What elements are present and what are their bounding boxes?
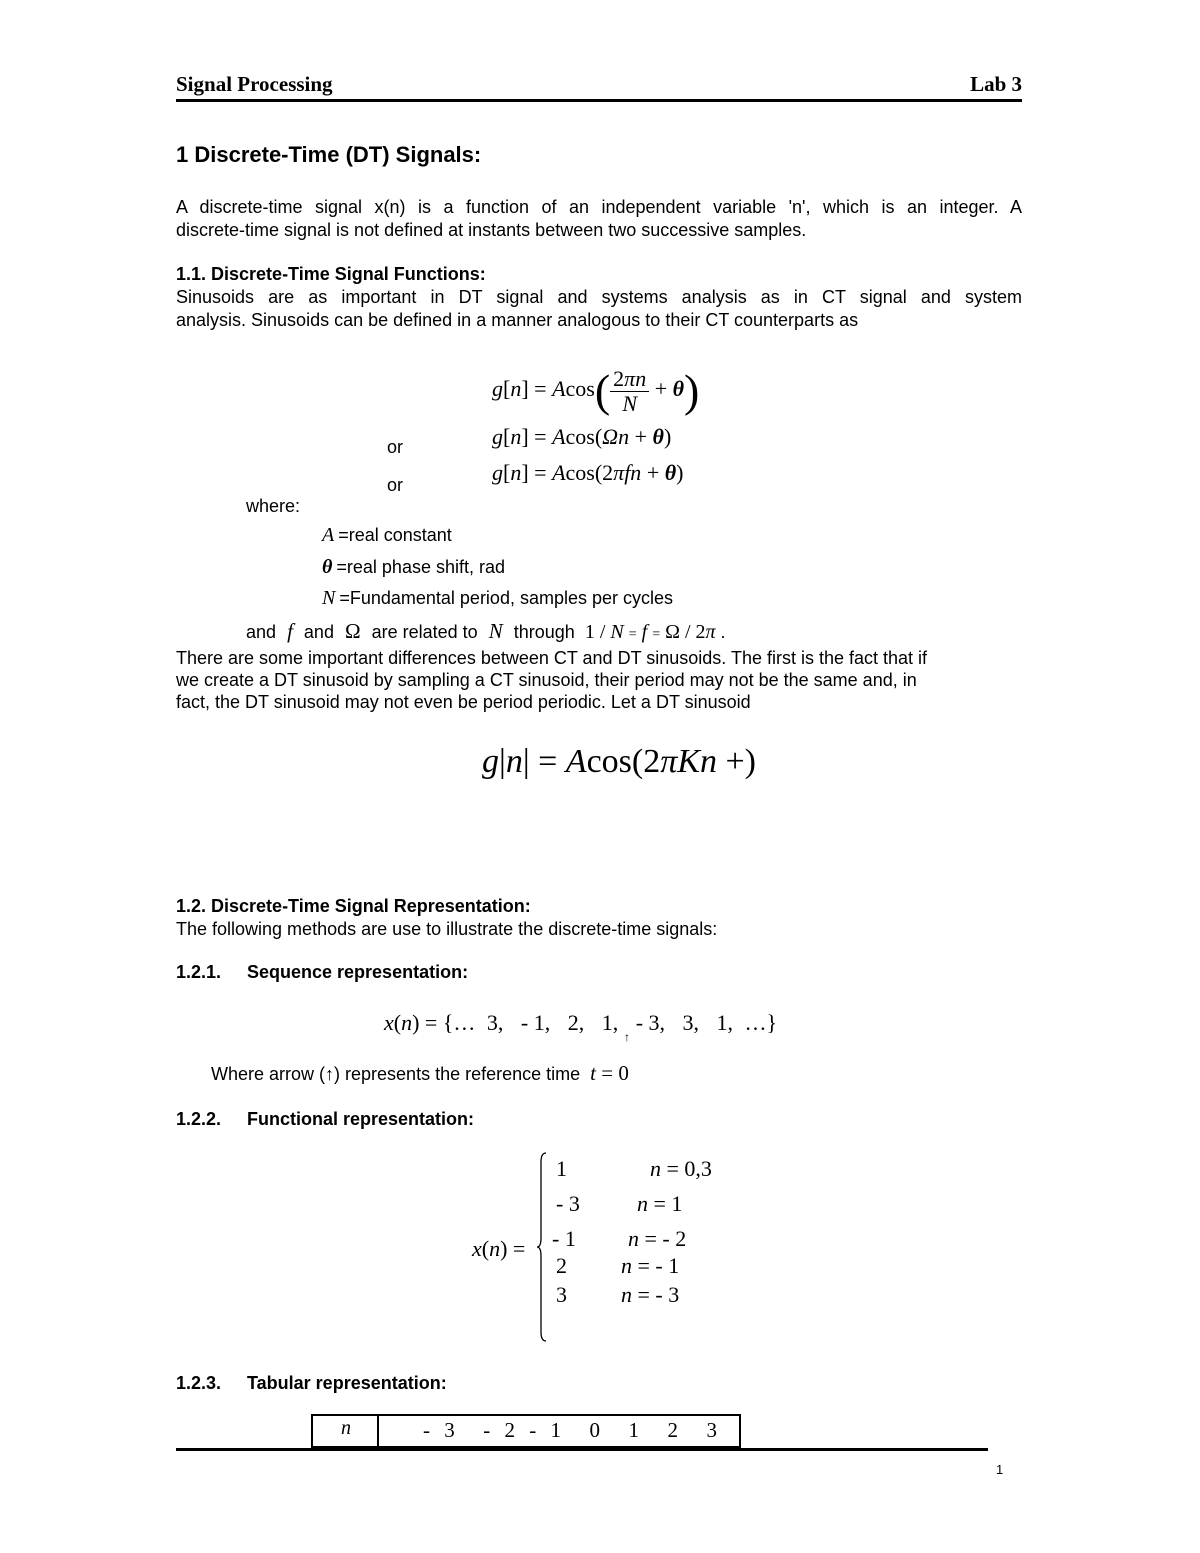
- definition-symbol: θ: [322, 556, 333, 578]
- symbol-n: N: [488, 619, 503, 643]
- sequence-value: 3,: [682, 1010, 700, 1035]
- piecewise-condition: n = - 2: [628, 1226, 687, 1251]
- sequence-value: 3,: [486, 1010, 504, 1035]
- reference-arrow-icon: ↑: [624, 1030, 630, 1044]
- definition-symbol: N: [322, 587, 336, 609]
- paragraph-line-2: analysis. Sinusoids can be defined in a manner analogous to their CT counterparts as: [176, 310, 859, 330]
- arrow-up-icon: ↑: [325, 1064, 335, 1084]
- subsection-heading: 1.2. Discrete-Time Signal Representation:: [176, 896, 531, 916]
- paragraph-line: The following methods are use to illustrate the discrete-time signals:: [176, 919, 718, 939]
- intro-line-1: A discrete-time signal x(n) is a function of an independent variable 'n', which is an integer. A: [176, 197, 1022, 217]
- table-values-cell: - 3 - 2 - 1 0 1 2 3: [423, 1418, 717, 1442]
- definition-period: [322, 587, 673, 609]
- paragraph-line-2: we create a DT sinusoid by sampling a CT sinusoid, their period may not be the same and, in: [176, 670, 917, 690]
- arrow-note-text: Where arrow (: [211, 1064, 326, 1084]
- definition-text: =Fundamental period, samples per cycles: [339, 588, 674, 608]
- definition-amplitude: [322, 524, 452, 546]
- or-label: or: [387, 475, 404, 495]
- symbol-omega: Ω: [344, 619, 361, 643]
- heading-text: Functional representation:: [247, 1109, 475, 1129]
- subsubsection-heading: [176, 961, 468, 983]
- symbol-f: f: [287, 619, 293, 643]
- piecewise-value: - 3: [556, 1191, 580, 1216]
- definition-text: =real phase shift, rad: [336, 557, 505, 577]
- sequence-value: - 1,: [520, 1010, 551, 1035]
- equation-sinusoid-period: g[n] = Acos( $\frac{2\pi n}{N}$ + θ): [492, 365, 700, 416]
- left-brace-icon: [537, 1152, 547, 1342]
- equation-relation: 1 / N = f = Ω / 2π: [579, 621, 716, 643]
- sequence-value: - 3,: [635, 1010, 666, 1035]
- tabular-representation-table: [311, 1414, 741, 1448]
- piecewise-lhs: x(n) =: [472, 1236, 526, 1261]
- header-title: Signal Processing: [176, 72, 333, 96]
- sequence-value: 1,: [716, 1010, 734, 1035]
- equation-sinusoid-omega: g[n] = Acos(Ωn + θ): [492, 424, 672, 449]
- where-label: where:: [246, 496, 301, 516]
- arrow-note-text: ) represents the reference time: [334, 1064, 581, 1084]
- piecewise-value: 2: [556, 1253, 567, 1278]
- paragraph-line-1: Sinusoids are as important in DT signal and systems analysis as in CT signal and system: [176, 287, 1022, 307]
- heading-text: Sequence representation:: [247, 962, 469, 982]
- piecewise-value: 1: [556, 1156, 567, 1181]
- heading-number: 1.2.2.: [176, 1109, 222, 1129]
- relation-text: are related to: [371, 622, 478, 642]
- piecewise-condition: n = 0,3: [650, 1156, 712, 1181]
- subsubsection-heading: [176, 1108, 474, 1130]
- definition-phase: [322, 556, 505, 578]
- relation-text: through: [513, 622, 575, 642]
- piecewise-value: - 1: [552, 1226, 576, 1251]
- sequence-value-reference: 1,: [601, 1010, 619, 1035]
- piecewise-condition: n = - 1: [621, 1253, 680, 1278]
- table-header-cell: n: [313, 1416, 379, 1446]
- subsection-heading: 1.1. Discrete-Time Signal Functions:: [176, 264, 486, 284]
- piecewise-condition: n = - 3: [621, 1282, 680, 1307]
- definition-symbol: A: [322, 524, 335, 546]
- header-rule: [176, 99, 1022, 102]
- section-heading: 1 Discrete-Time (DT) Signals:: [176, 142, 482, 167]
- definition-text: =real constant: [338, 525, 452, 545]
- intro-line-2: discrete-time signal is not defined at instants between two successive samples.: [176, 220, 807, 240]
- relation-and: and: [246, 622, 277, 642]
- equation-t-zero: t = 0: [590, 1061, 629, 1085]
- piecewise-condition: n = 1: [637, 1191, 683, 1216]
- heading-number: 1.2.1.: [176, 962, 222, 982]
- heading-text: Tabular representation:: [247, 1373, 447, 1393]
- piecewise-value: 3: [556, 1282, 567, 1307]
- heading-number: 1.2.3.: [176, 1373, 222, 1393]
- paragraph-line-1: There are some important differences between CT and DT sinusoids. The first is the fact that if: [176, 648, 928, 668]
- equation-sequence: x(n) = {… 3, - 1, 2, 1, - 3, 3, 1, …}: [384, 1008, 777, 1038]
- arrow-note: [211, 1062, 629, 1085]
- header-lab: Lab 3: [970, 72, 1022, 96]
- relation-line: and f and Ω are related to N through 1 / N = f = Ω / 2π .: [246, 619, 726, 643]
- subsubsection-heading: [176, 1372, 447, 1394]
- equation-dt-sinusoid: g|n| = Acos(2πKn +): [482, 743, 756, 780]
- paragraph-line-3: fact, the DT sinusoid may not even be period periodic. Let a DT sinusoid: [176, 692, 751, 712]
- relation-and: and: [303, 622, 334, 642]
- footer-rule: [176, 1448, 988, 1451]
- equation-sinusoid-frequency: g[n] = Acos(2πfn + θ): [492, 460, 684, 485]
- or-label: or: [387, 437, 404, 457]
- page-number: 1: [996, 1462, 1004, 1477]
- sequence-value: 2,: [567, 1010, 585, 1035]
